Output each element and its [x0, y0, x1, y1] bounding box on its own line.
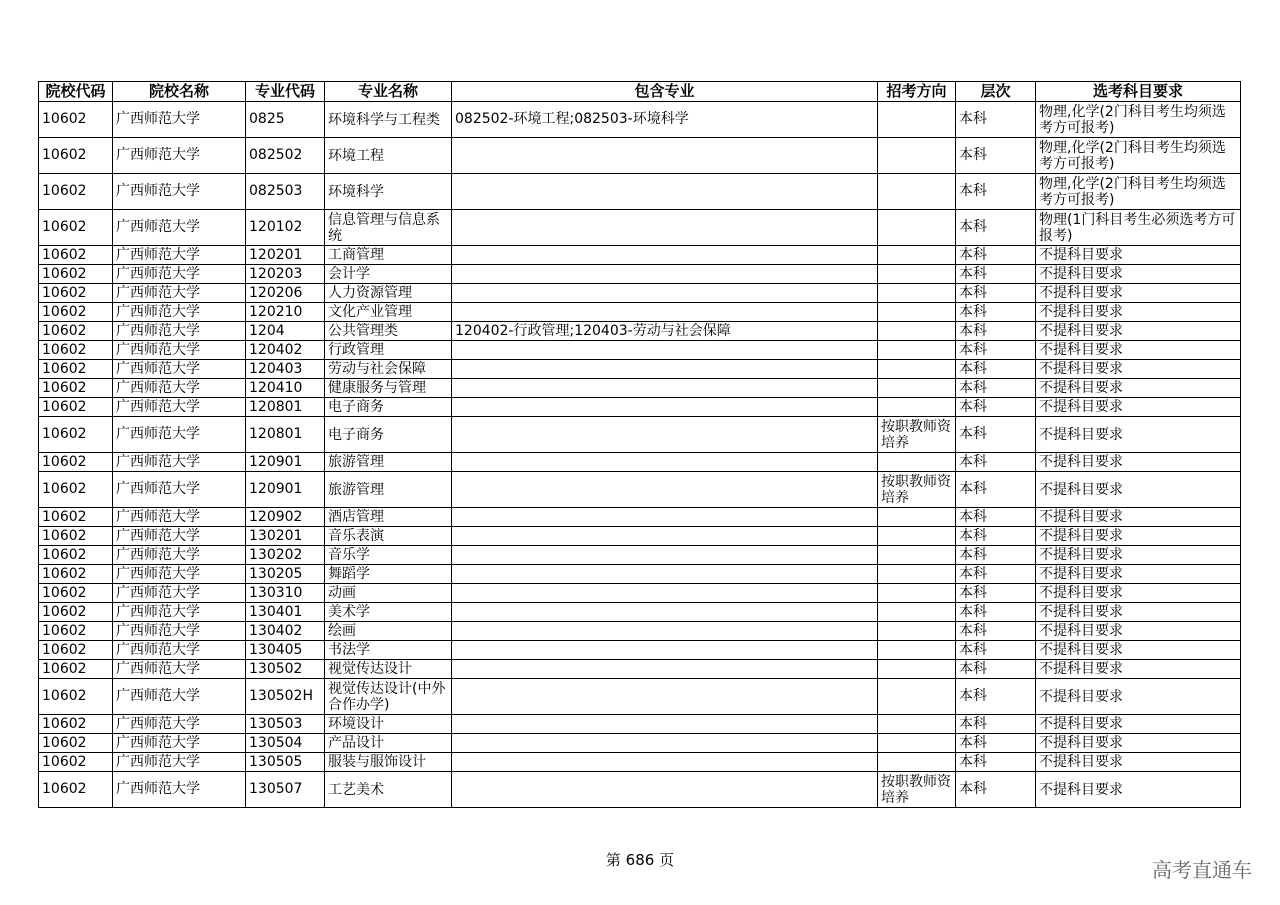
cell-school-name: 广西师范大学	[113, 417, 246, 453]
cell-school-name: 广西师范大学	[113, 734, 246, 753]
header-subject-requirement: 选考科目要求	[1036, 82, 1241, 102]
cell-major-code: 130502	[246, 660, 325, 679]
cell-school-code: 10602	[39, 734, 113, 753]
cell-school-name: 广西师范大学	[113, 379, 246, 398]
cell-subject-requirement: 不提科目要求	[1036, 715, 1241, 734]
cell-direction	[878, 715, 956, 734]
cell-direction	[878, 753, 956, 772]
cell-level: 本科	[956, 472, 1036, 508]
cell-included-majors	[452, 734, 878, 753]
cell-subject-requirement: 不提科目要求	[1036, 303, 1241, 322]
table-row	[39, 210, 1241, 246]
cell-direction	[878, 641, 956, 660]
cell-school-code: 10602	[39, 265, 113, 284]
cell-level: 本科	[956, 565, 1036, 584]
cell-direction	[878, 341, 956, 360]
cell-direction	[878, 379, 956, 398]
cell-direction: 按职教师资培养	[878, 472, 956, 508]
cell-school-code: 10602	[39, 398, 113, 417]
cell-major-name: 环境工程	[325, 138, 452, 174]
cell-direction	[878, 679, 956, 715]
cell-major-code: 120801	[246, 398, 325, 417]
cell-school-code: 10602	[39, 679, 113, 715]
cell-major-code: 130405	[246, 641, 325, 660]
cell-included-majors	[452, 284, 878, 303]
cell-major-name: 电子商务	[325, 417, 452, 453]
cell-major-code: 130503	[246, 715, 325, 734]
cell-level: 本科	[956, 772, 1036, 808]
cell-level: 本科	[956, 210, 1036, 246]
cell-subject-requirement: 不提科目要求	[1036, 660, 1241, 679]
cell-included-majors	[452, 341, 878, 360]
cell-direction	[878, 138, 956, 174]
cell-major-name: 舞蹈学	[325, 565, 452, 584]
cell-major-code: 120801	[246, 417, 325, 453]
cell-subject-requirement: 不提科目要求	[1036, 679, 1241, 715]
cell-major-name: 环境设计	[325, 715, 452, 734]
cell-major-code: 120102	[246, 210, 325, 246]
cell-direction	[878, 603, 956, 622]
cell-school-code: 10602	[39, 453, 113, 472]
header-level: 层次	[956, 82, 1036, 102]
table-row	[39, 138, 1241, 174]
table-row	[39, 284, 1241, 303]
cell-included-majors	[452, 246, 878, 265]
table-row	[39, 398, 1241, 417]
header-direction: 招考方向	[878, 82, 956, 102]
cell-major-code: 130504	[246, 734, 325, 753]
cell-major-name: 视觉传达设计(中外合作办学)	[325, 679, 452, 715]
cell-school-code: 10602	[39, 284, 113, 303]
cell-direction	[878, 527, 956, 546]
cell-included-majors	[452, 546, 878, 565]
cell-major-code: 120201	[246, 246, 325, 265]
cell-school-code: 10602	[39, 622, 113, 641]
cell-level: 本科	[956, 603, 1036, 622]
cell-included-majors	[452, 303, 878, 322]
cell-school-code: 10602	[39, 322, 113, 341]
cell-level: 本科	[956, 174, 1036, 210]
cell-major-code: 130402	[246, 622, 325, 641]
cell-major-code: 120210	[246, 303, 325, 322]
cell-subject-requirement: 不提科目要求	[1036, 546, 1241, 565]
cell-included-majors	[452, 174, 878, 210]
cell-school-code: 10602	[39, 102, 113, 138]
cell-major-name: 工艺美术	[325, 772, 452, 808]
cell-major-code: 120901	[246, 472, 325, 508]
cell-major-code: 120902	[246, 508, 325, 527]
cell-included-majors	[452, 584, 878, 603]
cell-major-name: 环境科学与工程类	[325, 102, 452, 138]
cell-major-name: 书法学	[325, 641, 452, 660]
cell-school-name: 广西师范大学	[113, 622, 246, 641]
cell-included-majors: 082502-环境工程;082503-环境科学	[452, 102, 878, 138]
table-row	[39, 660, 1241, 679]
table-row	[39, 265, 1241, 284]
cell-level: 本科	[956, 398, 1036, 417]
cell-school-name: 广西师范大学	[113, 398, 246, 417]
cell-school-code: 10602	[39, 138, 113, 174]
cell-subject-requirement: 不提科目要求	[1036, 360, 1241, 379]
cell-major-name: 酒店管理	[325, 508, 452, 527]
header-school-name: 院校名称	[113, 82, 246, 102]
cell-major-name: 劳动与社会保障	[325, 360, 452, 379]
cell-school-code: 10602	[39, 546, 113, 565]
cell-major-name: 服装与服饰设计	[325, 753, 452, 772]
header-included-majors: 包含专业	[452, 82, 878, 102]
cell-subject-requirement: 不提科目要求	[1036, 565, 1241, 584]
cell-level: 本科	[956, 753, 1036, 772]
cell-included-majors	[452, 138, 878, 174]
table-row	[39, 715, 1241, 734]
cell-subject-requirement: 物理(1门科目考生必须选考方可报考)	[1036, 210, 1241, 246]
cell-school-name: 广西师范大学	[113, 772, 246, 808]
cell-school-code: 10602	[39, 603, 113, 622]
cell-major-name: 音乐学	[325, 546, 452, 565]
cell-major-name: 公共管理类	[325, 322, 452, 341]
cell-school-code: 10602	[39, 772, 113, 808]
cell-major-code: 130401	[246, 603, 325, 622]
cell-direction	[878, 174, 956, 210]
cell-direction	[878, 265, 956, 284]
cell-direction: 按职教师资培养	[878, 772, 956, 808]
cell-subject-requirement: 不提科目要求	[1036, 398, 1241, 417]
cell-included-majors	[452, 398, 878, 417]
cell-school-code: 10602	[39, 715, 113, 734]
cell-school-name: 广西师范大学	[113, 322, 246, 341]
cell-school-code: 10602	[39, 174, 113, 210]
cell-subject-requirement: 不提科目要求	[1036, 584, 1241, 603]
cell-school-name: 广西师范大学	[113, 472, 246, 508]
cell-school-name: 广西师范大学	[113, 246, 246, 265]
table-row	[39, 641, 1241, 660]
cell-school-name: 广西师范大学	[113, 660, 246, 679]
cell-direction	[878, 565, 956, 584]
cell-school-name: 广西师范大学	[113, 527, 246, 546]
cell-level: 本科	[956, 360, 1036, 379]
cell-included-majors	[452, 715, 878, 734]
cell-included-majors	[452, 265, 878, 284]
cell-level: 本科	[956, 508, 1036, 527]
cell-level: 本科	[956, 584, 1036, 603]
cell-major-code: 0825	[246, 102, 325, 138]
cell-subject-requirement: 不提科目要求	[1036, 453, 1241, 472]
cell-direction	[878, 622, 956, 641]
cell-school-name: 广西师范大学	[113, 679, 246, 715]
cell-level: 本科	[956, 679, 1036, 715]
cell-major-name: 会计学	[325, 265, 452, 284]
cell-school-name: 广西师范大学	[113, 265, 246, 284]
cell-level: 本科	[956, 641, 1036, 660]
table-row	[39, 527, 1241, 546]
cell-school-code: 10602	[39, 341, 113, 360]
table-row	[39, 753, 1241, 772]
cell-direction	[878, 360, 956, 379]
cell-subject-requirement: 不提科目要求	[1036, 417, 1241, 453]
cell-included-majors	[452, 603, 878, 622]
cell-school-name: 广西师范大学	[113, 641, 246, 660]
cell-major-code: 120206	[246, 284, 325, 303]
cell-included-majors	[452, 772, 878, 808]
cell-included-majors	[452, 472, 878, 508]
cell-subject-requirement: 不提科目要求	[1036, 622, 1241, 641]
cell-major-name: 行政管理	[325, 341, 452, 360]
cell-direction	[878, 102, 956, 138]
cell-major-code: 120403	[246, 360, 325, 379]
cell-included-majors: 120402-行政管理;120403-劳动与社会保障	[452, 322, 878, 341]
cell-included-majors	[452, 753, 878, 772]
table-row	[39, 246, 1241, 265]
cell-major-name: 产品设计	[325, 734, 452, 753]
cell-level: 本科	[956, 246, 1036, 265]
cell-level: 本科	[956, 715, 1036, 734]
table-row	[39, 546, 1241, 565]
cell-subject-requirement: 不提科目要求	[1036, 322, 1241, 341]
cell-major-code: 120410	[246, 379, 325, 398]
cell-major-name: 环境科学	[325, 174, 452, 210]
cell-subject-requirement: 不提科目要求	[1036, 284, 1241, 303]
cell-direction	[878, 584, 956, 603]
cell-level: 本科	[956, 660, 1036, 679]
cell-major-name: 视觉传达设计	[325, 660, 452, 679]
cell-major-name: 旅游管理	[325, 472, 452, 508]
cell-major-code: 130502H	[246, 679, 325, 715]
page-number: 第 686 页	[605, 851, 675, 869]
table-body	[39, 102, 1241, 808]
cell-direction	[878, 398, 956, 417]
cell-major-name: 旅游管理	[325, 453, 452, 472]
cell-major-code: 130310	[246, 584, 325, 603]
table-row	[39, 679, 1241, 715]
cell-subject-requirement: 不提科目要求	[1036, 753, 1241, 772]
cell-included-majors	[452, 508, 878, 527]
cell-level: 本科	[956, 138, 1036, 174]
cell-major-name: 文化产业管理	[325, 303, 452, 322]
cell-major-code: 1204	[246, 322, 325, 341]
table-row	[39, 772, 1241, 808]
admission-table	[38, 81, 1241, 808]
cell-school-name: 广西师范大学	[113, 453, 246, 472]
cell-subject-requirement: 物理,化学(2门科目考生均须选考方可报考)	[1036, 174, 1241, 210]
cell-school-code: 10602	[39, 753, 113, 772]
cell-level: 本科	[956, 734, 1036, 753]
cell-school-code: 10602	[39, 527, 113, 546]
table-row	[39, 603, 1241, 622]
cell-school-name: 广西师范大学	[113, 210, 246, 246]
cell-school-code: 10602	[39, 303, 113, 322]
cell-level: 本科	[956, 303, 1036, 322]
cell-included-majors	[452, 527, 878, 546]
table-row	[39, 360, 1241, 379]
cell-direction	[878, 546, 956, 565]
cell-direction	[878, 734, 956, 753]
cell-major-code: 082502	[246, 138, 325, 174]
cell-major-name: 美术学	[325, 603, 452, 622]
table-row	[39, 341, 1241, 360]
cell-major-name: 绘画	[325, 622, 452, 641]
cell-major-code: 130205	[246, 565, 325, 584]
header-school-code: 院校代码	[39, 82, 113, 102]
cell-included-majors	[452, 360, 878, 379]
cell-subject-requirement: 不提科目要求	[1036, 246, 1241, 265]
cell-school-name: 广西师范大学	[113, 102, 246, 138]
table-row	[39, 584, 1241, 603]
cell-level: 本科	[956, 417, 1036, 453]
cell-school-name: 广西师范大学	[113, 565, 246, 584]
cell-level: 本科	[956, 379, 1036, 398]
cell-level: 本科	[956, 322, 1036, 341]
cell-major-code: 120203	[246, 265, 325, 284]
cell-direction: 按职教师资培养	[878, 417, 956, 453]
cell-school-name: 广西师范大学	[113, 341, 246, 360]
cell-school-code: 10602	[39, 417, 113, 453]
table-row	[39, 303, 1241, 322]
cell-subject-requirement: 物理,化学(2门科目考生均须选考方可报考)	[1036, 102, 1241, 138]
cell-direction	[878, 284, 956, 303]
header-major-code: 专业代码	[246, 82, 325, 102]
cell-subject-requirement: 不提科目要求	[1036, 472, 1241, 508]
cell-subject-requirement: 不提科目要求	[1036, 772, 1241, 808]
cell-school-code: 10602	[39, 472, 113, 508]
cell-direction	[878, 303, 956, 322]
cell-included-majors	[452, 660, 878, 679]
cell-level: 本科	[956, 527, 1036, 546]
cell-subject-requirement: 不提科目要求	[1036, 641, 1241, 660]
cell-school-name: 广西师范大学	[113, 753, 246, 772]
cell-direction	[878, 210, 956, 246]
cell-direction	[878, 322, 956, 341]
table-row	[39, 734, 1241, 753]
cell-major-code: 082503	[246, 174, 325, 210]
cell-level: 本科	[956, 284, 1036, 303]
cell-included-majors	[452, 379, 878, 398]
cell-included-majors	[452, 565, 878, 584]
cell-school-code: 10602	[39, 246, 113, 265]
cell-level: 本科	[956, 265, 1036, 284]
cell-school-name: 广西师范大学	[113, 546, 246, 565]
cell-school-name: 广西师范大学	[113, 360, 246, 379]
cell-school-name: 广西师范大学	[113, 138, 246, 174]
cell-school-name: 广西师范大学	[113, 603, 246, 622]
cell-school-name: 广西师范大学	[113, 174, 246, 210]
table-row	[39, 102, 1241, 138]
table-row	[39, 622, 1241, 641]
cell-school-name: 广西师范大学	[113, 508, 246, 527]
cell-major-code: 130505	[246, 753, 325, 772]
table-row	[39, 379, 1241, 398]
cell-major-name: 人力资源管理	[325, 284, 452, 303]
header-major-name: 专业名称	[325, 82, 452, 102]
cell-school-code: 10602	[39, 360, 113, 379]
cell-subject-requirement: 不提科目要求	[1036, 379, 1241, 398]
cell-major-name: 信息管理与信息系统	[325, 210, 452, 246]
cell-major-name: 电子商务	[325, 398, 452, 417]
table-header-row	[39, 82, 1241, 102]
cell-major-code: 130507	[246, 772, 325, 808]
cell-included-majors	[452, 453, 878, 472]
cell-subject-requirement: 不提科目要求	[1036, 527, 1241, 546]
cell-direction	[878, 660, 956, 679]
cell-major-code: 120402	[246, 341, 325, 360]
table-row	[39, 453, 1241, 472]
cell-school-code: 10602	[39, 641, 113, 660]
cell-school-code: 10602	[39, 210, 113, 246]
cell-school-code: 10602	[39, 584, 113, 603]
cell-level: 本科	[956, 546, 1036, 565]
cell-major-name: 健康服务与管理	[325, 379, 452, 398]
table-row	[39, 565, 1241, 584]
cell-direction	[878, 508, 956, 527]
cell-direction	[878, 453, 956, 472]
cell-school-name: 广西师范大学	[113, 284, 246, 303]
cell-major-code: 130201	[246, 527, 325, 546]
table-row	[39, 174, 1241, 210]
cell-subject-requirement: 不提科目要求	[1036, 734, 1241, 753]
cell-subject-requirement: 不提科目要求	[1036, 603, 1241, 622]
cell-major-name: 动画	[325, 584, 452, 603]
cell-school-name: 广西师范大学	[113, 584, 246, 603]
cell-major-code: 120901	[246, 453, 325, 472]
cell-level: 本科	[956, 341, 1036, 360]
cell-school-code: 10602	[39, 379, 113, 398]
cell-included-majors	[452, 641, 878, 660]
cell-level: 本科	[956, 622, 1036, 641]
cell-school-name: 广西师范大学	[113, 303, 246, 322]
table-row	[39, 417, 1241, 453]
cell-direction	[878, 246, 956, 265]
cell-major-code: 130202	[246, 546, 325, 565]
cell-subject-requirement: 物理,化学(2门科目考生均须选考方可报考)	[1036, 138, 1241, 174]
watermark: 高考直通车	[1152, 858, 1252, 882]
cell-level: 本科	[956, 453, 1036, 472]
cell-school-code: 10602	[39, 660, 113, 679]
table-row	[39, 472, 1241, 508]
cell-included-majors	[452, 622, 878, 641]
cell-school-name: 广西师范大学	[113, 715, 246, 734]
cell-school-code: 10602	[39, 565, 113, 584]
table-row	[39, 508, 1241, 527]
cell-subject-requirement: 不提科目要求	[1036, 508, 1241, 527]
cell-included-majors	[452, 417, 878, 453]
cell-subject-requirement: 不提科目要求	[1036, 341, 1241, 360]
cell-level: 本科	[956, 102, 1036, 138]
cell-included-majors	[452, 210, 878, 246]
cell-included-majors	[452, 679, 878, 715]
cell-school-code: 10602	[39, 508, 113, 527]
table-row	[39, 322, 1241, 341]
cell-major-name: 工商管理	[325, 246, 452, 265]
cell-major-name: 音乐表演	[325, 527, 452, 546]
cell-subject-requirement: 不提科目要求	[1036, 265, 1241, 284]
